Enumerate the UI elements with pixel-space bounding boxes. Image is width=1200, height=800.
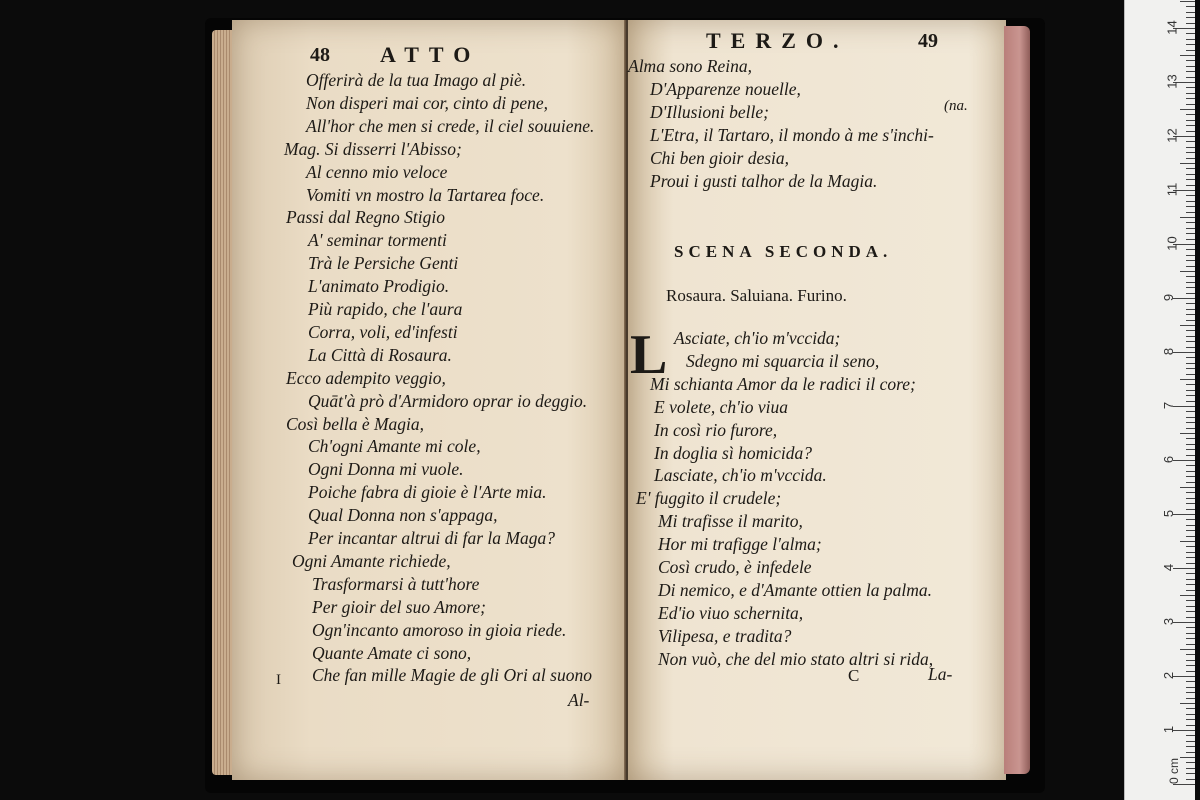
ruler-tick	[1186, 692, 1195, 693]
ruler-tick	[1186, 33, 1195, 34]
right-running-head: TERZO.	[706, 28, 849, 53]
verse-line: Corra, voli, ed'infesti	[308, 321, 458, 342]
ruler-number: 2	[1161, 671, 1177, 680]
ruler-tick	[1186, 417, 1195, 418]
ruler-tick	[1186, 644, 1195, 645]
ruler-tick	[1186, 374, 1195, 375]
ruler-tick	[1186, 131, 1195, 132]
ruler-tick	[1186, 741, 1195, 742]
verse-line: Di nemico, e d'Amante ottien la palma.	[658, 579, 932, 600]
verse-line: Mi trafisse il marito,	[658, 511, 803, 532]
ruler-tick	[1186, 428, 1195, 429]
ruler-tick	[1173, 514, 1195, 515]
verse-line: Trasformarsi à tutt'hore	[312, 573, 480, 594]
ruler-tick	[1186, 638, 1195, 639]
ruler-tick	[1173, 568, 1195, 569]
verse-line: L'Etra, il Tartaro, il mondo à me s'inchi-	[650, 125, 934, 145]
ruler-tick	[1180, 379, 1195, 380]
ruler-tick	[1180, 1, 1195, 2]
right-page-number: 49	[918, 30, 938, 52]
ruler-number: 3	[1161, 617, 1177, 626]
ruler-tick	[1186, 627, 1195, 628]
ruler-tick	[1186, 735, 1195, 736]
ruler-tick	[1186, 336, 1195, 337]
ruler-number: 1	[1161, 725, 1177, 734]
ruler-tick	[1186, 98, 1195, 99]
ruler-tick	[1186, 519, 1195, 520]
ruler-tick	[1186, 212, 1195, 213]
ruler-tick	[1186, 287, 1195, 288]
ruler-tick	[1186, 314, 1195, 315]
ruler-tick	[1186, 563, 1195, 564]
verse-line: Alma sono Reina,	[628, 56, 752, 76]
verse-line: A' seminar tormenti	[308, 230, 447, 251]
ruler-number: 12	[1164, 128, 1180, 143]
ruler-tick	[1186, 185, 1195, 186]
scene-characters: Rosaura. Saluiana. Furino.	[666, 286, 847, 305]
ruler-tick	[1186, 498, 1195, 499]
ruler-tick	[1186, 303, 1195, 304]
ruler-number: 11	[1164, 182, 1180, 197]
right-page	[628, 20, 1006, 780]
ruler-tick	[1173, 622, 1195, 623]
ruler-tick	[1186, 293, 1195, 294]
ruler-tick	[1186, 93, 1195, 94]
ruler-tick	[1186, 611, 1195, 612]
ruler-tick	[1186, 249, 1195, 250]
verse-line: Asciate, ch'io m'vccida;	[674, 328, 841, 348]
ruler-tick	[1186, 779, 1195, 780]
ruler-tick	[1186, 546, 1195, 547]
verse-line: Ogni Amante richiede,	[292, 550, 451, 571]
ruler-tick	[1186, 125, 1195, 126]
ruler-number: 10	[1164, 236, 1180, 251]
ruler-tick	[1180, 109, 1195, 110]
ruler-tick	[1186, 449, 1195, 450]
verse-line: Non disperi mai cor, cinto di pene,	[306, 92, 549, 113]
ruler-tick	[1186, 12, 1195, 13]
ruler-tick	[1186, 330, 1195, 331]
ruler-tick	[1186, 708, 1195, 709]
ruler-tick	[1186, 228, 1195, 229]
ruler-tick	[1186, 509, 1195, 510]
left-signature-mark: I	[276, 672, 281, 688]
ruler-tick	[1186, 687, 1195, 688]
ruler-tick	[1186, 773, 1195, 774]
ruler-tick	[1186, 660, 1195, 661]
ruler-tick	[1186, 158, 1195, 159]
verse-line: Non vuò, che del mio stato altri si rida,	[658, 648, 934, 669]
verse-line: D'Apparenze nouelle,	[650, 79, 801, 99]
ruler-tick	[1186, 50, 1195, 51]
ruler-tick	[1186, 17, 1195, 18]
ruler-tick	[1186, 114, 1195, 115]
verse-line: Chi ben gioir desia,	[650, 148, 790, 168]
ruler-tick	[1180, 595, 1195, 596]
ruler-tick	[1186, 6, 1195, 7]
ruler-tick	[1186, 746, 1195, 747]
ruler-tick	[1186, 573, 1195, 574]
right-catchword: La-	[928, 664, 953, 684]
ruler-tick	[1186, 174, 1195, 175]
verse-line: Offerirà de la tua Imago al piè.	[306, 70, 527, 90]
ruler-number: 13	[1164, 74, 1180, 89]
verse-line: Per incantar altrui di far la Maga?	[308, 528, 555, 548]
ruler-tick	[1186, 141, 1195, 142]
ruler-tick	[1186, 411, 1195, 412]
ruler-tick	[1186, 525, 1195, 526]
verse-line: Mag. Si disserri l'Abisso;	[284, 138, 462, 159]
ruler-tick	[1186, 206, 1195, 207]
ruler-tick	[1186, 465, 1195, 466]
ruler-tick	[1186, 384, 1195, 385]
ruler-tick	[1186, 201, 1195, 202]
ruler-tick	[1186, 438, 1195, 439]
ruler-tick	[1186, 552, 1195, 553]
ruler-tick	[1186, 671, 1195, 672]
ruler-tick	[1180, 487, 1195, 488]
ruler-tick	[1173, 352, 1195, 353]
verse-line: Per gioir del suo Amore;	[312, 596, 487, 617]
ruler-tick	[1186, 762, 1195, 763]
ruler-tick	[1186, 71, 1195, 72]
verse-line: Poiche fabra di gioie è l'Arte mia.	[308, 482, 547, 503]
ruler-tick	[1186, 255, 1195, 256]
ruler-tick	[1186, 77, 1195, 78]
scene-title: SCENA SECONDA.	[674, 242, 893, 261]
ruler-tick	[1180, 163, 1195, 164]
verse-line: Passi dal Regno Stigio	[286, 207, 445, 228]
ruler-tick	[1186, 341, 1195, 342]
ruler-tick	[1186, 482, 1195, 483]
ruler-tick	[1186, 725, 1195, 726]
verse-line: In doglia sì homicida?	[654, 442, 812, 463]
right-signature-mark: C	[848, 666, 860, 685]
ruler-tick	[1186, 665, 1195, 666]
ruler-number: 6	[1161, 455, 1177, 464]
ruler-tick	[1186, 455, 1195, 456]
ruler-tick	[1186, 471, 1195, 472]
verse-line: Così bella è Magia,	[286, 413, 425, 434]
verse-line: Trà le Persiche Genti	[308, 253, 459, 274]
ruler-tick	[1186, 233, 1195, 234]
ruler-tick	[1186, 222, 1195, 223]
verse-line: Mi schianta Amor da le radici il core;	[650, 373, 916, 394]
ruler-tick	[1186, 239, 1195, 240]
ruler-tick	[1186, 276, 1195, 277]
ruler-tick	[1186, 444, 1195, 445]
ruler-tick	[1186, 401, 1195, 402]
ruler-number: 8	[1161, 347, 1177, 356]
ruler-tick	[1186, 584, 1195, 585]
ruler-tick	[1186, 282, 1195, 283]
verse-line: Quante Amate ci sono,	[312, 642, 472, 663]
ruler-tick	[1173, 784, 1195, 785]
ruler-tick	[1186, 768, 1195, 769]
verse-line: L'animato Prodigio.	[308, 276, 450, 297]
ruler-tick	[1180, 433, 1195, 434]
ruler-tick	[1186, 617, 1195, 618]
ruler-tick	[1186, 347, 1195, 348]
ruler-tick	[1180, 649, 1195, 650]
verse-line: D'Illusioni belle;	[650, 102, 769, 122]
ruler-tick	[1186, 600, 1195, 601]
ruler-tick	[1180, 271, 1195, 272]
verse-line: E' fuggito il crudele;	[636, 488, 782, 509]
ruler-tick	[1186, 492, 1195, 493]
ruler-tick	[1186, 266, 1195, 267]
ruler-tick	[1186, 168, 1195, 169]
ruler-tick	[1186, 60, 1195, 61]
ruler-tick	[1186, 422, 1195, 423]
ruler-tick	[1173, 298, 1195, 299]
ruler-tick	[1186, 357, 1195, 358]
verse-line: Sdegno mi squarcia il seno,	[686, 350, 880, 371]
ruler-tick	[1186, 87, 1195, 88]
ruler-number: 5	[1161, 509, 1177, 518]
verse-line: E volete, ch'io viua	[654, 396, 788, 417]
verse-line: Al cenno mio veloce	[306, 161, 448, 182]
ruler-tick	[1186, 147, 1195, 148]
ruler-unit-label: 0 cm	[1167, 757, 1182, 785]
ruler-tick	[1186, 395, 1195, 396]
right-page-edges	[1004, 26, 1030, 774]
drop-cap: L	[630, 324, 668, 386]
verse-line: Più rapido, che l'aura	[308, 299, 463, 319]
ruler-tick	[1186, 503, 1195, 504]
ruler-tick	[1186, 752, 1195, 753]
right-turnover: (na.	[944, 98, 968, 114]
measuring-ruler	[1124, 0, 1195, 800]
ruler-tick	[1186, 698, 1195, 699]
ruler-tick	[1186, 681, 1195, 682]
left-page-number: 48	[310, 44, 330, 66]
ruler-tick	[1186, 309, 1195, 310]
ruler-tick	[1186, 195, 1195, 196]
ruler-tick	[1180, 757, 1195, 758]
ruler-tick	[1186, 557, 1195, 558]
ruler-tick	[1186, 633, 1195, 634]
ruler-tick	[1180, 325, 1195, 326]
verse-line: In così rio furore,	[654, 419, 778, 440]
verse-line: Ogn'incanto amoroso in gioia riede.	[312, 619, 567, 640]
ruler-tick	[1180, 55, 1195, 56]
ruler-tick	[1186, 654, 1195, 655]
verse-line: Vilipesa, e tradita?	[658, 625, 792, 646]
ruler-tick	[1186, 320, 1195, 321]
ruler-tick	[1186, 152, 1195, 153]
verse-line: La Città di Rosaura.	[308, 344, 452, 365]
ruler-tick	[1186, 590, 1195, 591]
ruler-tick	[1186, 39, 1195, 40]
left-catchword: Al-	[568, 690, 590, 710]
ruler-number: 7	[1161, 401, 1177, 410]
ruler-tick	[1186, 536, 1195, 537]
verse-line: Proui i gusti talhor de la Magia.	[650, 171, 878, 191]
verse-line: All'hor che men si crede, il ciel souuiene.	[306, 115, 595, 136]
ruler-tick	[1180, 217, 1195, 218]
ruler-tick	[1186, 530, 1195, 531]
verse-line: Ecco adempito veggio,	[286, 367, 446, 388]
ruler-tick	[1186, 606, 1195, 607]
verse-line: Così crudo, è infedele	[658, 557, 812, 577]
ruler-tick	[1173, 460, 1195, 461]
ruler-tick	[1186, 66, 1195, 67]
ruler-tick	[1186, 260, 1195, 261]
verse-line: Lasciate, ch'io m'vccida.	[654, 465, 827, 486]
ruler-number: 4	[1161, 563, 1177, 572]
left-page	[232, 20, 626, 780]
verse-line: Ed'io viuo schernita,	[658, 602, 804, 623]
ruler-tick	[1186, 44, 1195, 45]
verse-line: Ch'ogni Amante mi cole,	[308, 436, 481, 457]
ruler-tick	[1173, 676, 1195, 677]
ruler-tick	[1173, 406, 1195, 407]
ruler-tick	[1180, 703, 1195, 704]
ruler-tick	[1186, 363, 1195, 364]
ruler-tick	[1186, 579, 1195, 580]
ruler-tick	[1186, 719, 1195, 720]
verse-line: Hor mi trafigge l'alma;	[658, 534, 822, 555]
ruler-number: 14	[1164, 20, 1180, 35]
ruler-tick	[1186, 714, 1195, 715]
verse-line: Che fan mille Magie de gli Ori al suono	[312, 665, 592, 686]
ruler-tick	[1186, 390, 1195, 391]
ruler-tick	[1186, 104, 1195, 105]
ruler-tick	[1173, 730, 1195, 731]
verse-line: Ogni Donna mi vuole.	[308, 459, 464, 480]
ruler-number: 9	[1161, 293, 1177, 302]
verse-line: Vomiti vn mostro la Tartarea foce.	[306, 184, 545, 205]
ruler-tick	[1186, 23, 1195, 24]
ruler-tick	[1186, 120, 1195, 121]
ruler-tick	[1186, 476, 1195, 477]
ruler-tick	[1186, 368, 1195, 369]
verse-line: Qual Donna non s'appaga,	[308, 505, 498, 526]
ruler-tick	[1186, 179, 1195, 180]
ruler-tick	[1180, 541, 1195, 542]
verse-line: Quāt'à prò d'Armidoro oprar io deggio.	[308, 390, 588, 411]
left-running-head: ATTO	[380, 42, 481, 67]
